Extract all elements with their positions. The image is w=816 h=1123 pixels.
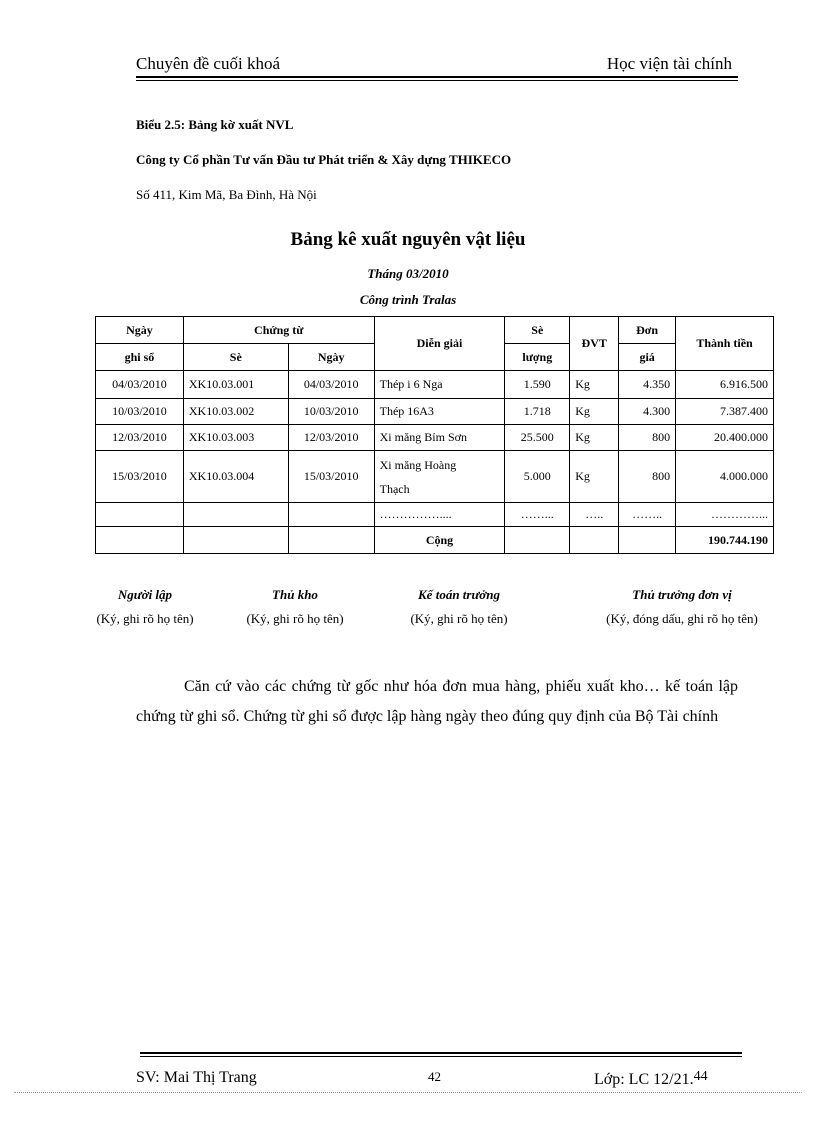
header-description: Diễn giải bbox=[374, 317, 505, 371]
cell-amount: 20.400.000 bbox=[676, 425, 774, 451]
cell-description: Xi măng Bỉm Sơn bbox=[374, 425, 505, 451]
header-right: Học viện tài chính bbox=[606, 54, 732, 73]
header-left: Chuyên đề cuối khoá bbox=[136, 54, 280, 73]
cell-dots: ….. bbox=[570, 503, 619, 527]
signature-chief-accountant bbox=[396, 587, 522, 627]
header-price-line1: Đơn bbox=[619, 317, 676, 344]
cell-empty bbox=[288, 527, 374, 554]
signature-director bbox=[584, 587, 780, 627]
cell-voucher-date: 12/03/2010 bbox=[288, 425, 374, 451]
cell-date: 04/03/2010 bbox=[96, 371, 184, 399]
document-title: Bảng kê xuất nguyên vật liệu bbox=[290, 229, 526, 250]
cell-amount: 7.387.400 bbox=[676, 399, 774, 425]
footer-rule-thin bbox=[140, 1056, 742, 1057]
header-date-line2: ghi sổ bbox=[96, 344, 184, 371]
table-row bbox=[96, 451, 774, 503]
signature-title: Thủ trưởng đơn vị bbox=[632, 587, 732, 602]
header-rule-thin bbox=[136, 80, 738, 81]
signature-note: (Ký, ghi rõ họ tên) bbox=[246, 611, 344, 626]
cell-date: 12/03/2010 bbox=[96, 425, 184, 451]
table-row bbox=[96, 425, 774, 451]
footer-class bbox=[594, 1071, 708, 1089]
cell-price: 4.350 bbox=[619, 371, 676, 399]
cell-empty bbox=[183, 503, 288, 527]
signature-preparer bbox=[82, 587, 208, 627]
signature-storekeeper bbox=[232, 587, 358, 627]
header-date-line1: Ngày bbox=[96, 317, 184, 344]
cell-voucher-no: XK10.03.003 bbox=[183, 425, 288, 451]
materials-table bbox=[95, 316, 774, 554]
cell-unit: Kg bbox=[570, 451, 619, 503]
cell-empty bbox=[183, 527, 288, 554]
company-name: Công ty Cổ phần Tư vấn Đầu tư Phát triển & Xây dựng THIKECO bbox=[136, 152, 512, 167]
cell-voucher-no: XK10.03.001 bbox=[183, 371, 288, 399]
total-row bbox=[96, 527, 774, 554]
cell-dots: ……... bbox=[505, 503, 570, 527]
project-subtitle: Công trình Tralas bbox=[359, 292, 457, 307]
table-row-placeholder bbox=[96, 503, 774, 527]
period-subtitle: Tháng 03/2010 bbox=[367, 266, 449, 281]
cell-voucher-date: 10/03/2010 bbox=[288, 399, 374, 425]
header-unit: ĐVT bbox=[570, 317, 619, 371]
cell-price: 800 bbox=[619, 425, 676, 451]
cell-voucher-date: 04/03/2010 bbox=[288, 371, 374, 399]
table-row bbox=[96, 399, 774, 425]
cell-description-line2: Thạch bbox=[379, 481, 410, 496]
signature-title: Người lập bbox=[117, 587, 173, 602]
signature-title: Thủ kho bbox=[272, 587, 318, 602]
cell-empty bbox=[288, 503, 374, 527]
cell-empty bbox=[619, 527, 676, 554]
signature-note: (Ký, đóng dấu, ghi rõ họ tên) bbox=[606, 611, 758, 626]
cell-amount: 6.916.500 bbox=[676, 371, 774, 399]
footer-rule bbox=[140, 1052, 742, 1054]
body-paragraph-text: Căn cứ vào các chứng từ gốc như hóa đơn mua hàng, phiếu xuất kho… kế toán lập chứng từ ghi sổ. Chứng từ ghi sổ được lập hàng ngày theo đúng quy định của Bộ Tài chính bbox=[136, 678, 738, 725]
cell-voucher-date: 15/03/2010 bbox=[288, 451, 374, 503]
cell-description: Thép 16A3 bbox=[374, 399, 505, 425]
cell-unit: Kg bbox=[570, 371, 619, 399]
cell-unit: Kg bbox=[570, 399, 619, 425]
cell-qty: 25.500 bbox=[505, 425, 570, 451]
cell-amount: 4.000.000 bbox=[676, 451, 774, 503]
cell-empty bbox=[570, 527, 619, 554]
header-qty-line1: Sè bbox=[505, 317, 570, 344]
signature-note: (Ký, ghi rõ họ tên) bbox=[410, 611, 508, 626]
cell-description-line1: Xi măng Hoàng bbox=[379, 457, 457, 472]
cell-price: 4.300 bbox=[619, 399, 676, 425]
cell-date: 15/03/2010 bbox=[96, 451, 184, 503]
cell-qty: 1.590 bbox=[505, 371, 570, 399]
cell-dots: …………….... bbox=[374, 503, 505, 527]
cell-dots: …………... bbox=[676, 503, 774, 527]
header-row-1 bbox=[96, 317, 774, 344]
signature-title: Kế toán trưởng bbox=[418, 587, 500, 602]
footer-student: SV: Mai Thị Trang bbox=[136, 1069, 257, 1086]
figure-label: Biểu 2.5: Bảng kờ xuất NVL bbox=[136, 117, 294, 132]
footer-class-text: Lớp: LC 12/21. bbox=[594, 1071, 694, 1088]
cell-description: Thép i 6 Nga bbox=[374, 371, 505, 399]
header-rule bbox=[136, 76, 738, 78]
total-amount: 190.744.190 bbox=[676, 527, 774, 554]
footer-class-number: 44 bbox=[693, 1069, 708, 1084]
cell-voucher-no: XK10.03.002 bbox=[183, 399, 288, 425]
cell-empty bbox=[505, 527, 570, 554]
header-voucher-date: Ngày bbox=[288, 344, 374, 371]
header-price-line2: giá bbox=[619, 344, 676, 371]
signature-note: (Ký, ghi rõ họ tên) bbox=[96, 611, 194, 626]
cell-qty: 1.718 bbox=[505, 399, 570, 425]
cell-dots: …….. bbox=[619, 503, 676, 527]
cell-qty: 5.000 bbox=[505, 451, 570, 503]
cell-description bbox=[374, 451, 505, 503]
header-qty-line2: lượng bbox=[505, 344, 570, 371]
cell-unit: Kg bbox=[570, 425, 619, 451]
body-paragraph bbox=[136, 672, 738, 732]
cell-date: 10/03/2010 bbox=[96, 399, 184, 425]
header-voucher-no: Sè bbox=[183, 344, 288, 371]
company-address: Số 411, Kim Mã, Ba Đình, Hà Nội bbox=[136, 187, 317, 202]
cell-price: 800 bbox=[619, 451, 676, 503]
cell-voucher-no: XK10.03.004 bbox=[183, 451, 288, 503]
page-number: 42 bbox=[428, 1069, 441, 1084]
cell-empty bbox=[96, 527, 184, 554]
total-label: Cộng bbox=[374, 527, 505, 554]
header-voucher: Chứng từ bbox=[183, 317, 374, 344]
cell-empty bbox=[96, 503, 184, 527]
header-amount: Thành tiền bbox=[676, 317, 774, 371]
page-edge-dotted-line bbox=[14, 1092, 802, 1093]
table-row bbox=[96, 371, 774, 399]
